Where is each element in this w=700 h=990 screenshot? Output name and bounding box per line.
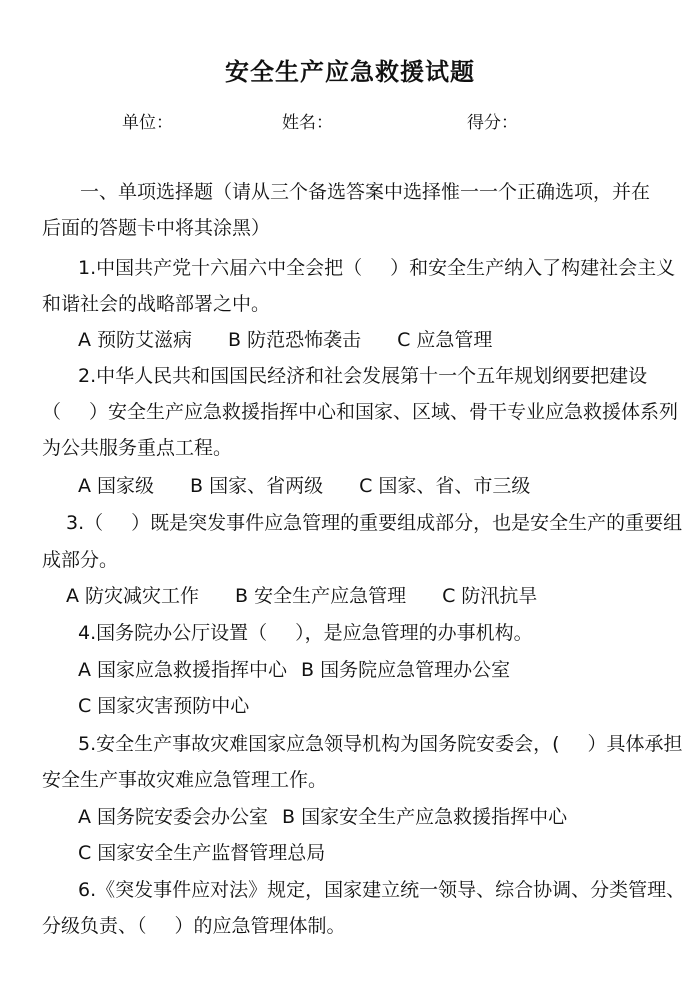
question-3-stem-line1: 3.（ ）既是突发事件应急管理的重要组成部分，也是安全生产的重要组 (66, 512, 683, 534)
question-4-stem-line1: 4.国务院办公厅设置（ ），是应急管理的办事机构。 (78, 622, 533, 644)
option-a: A 防灾减灾工作 (66, 585, 200, 607)
question-5-options-line1 (78, 802, 567, 832)
option-b: B 防范恐怖袭击 (228, 329, 362, 351)
question-6-stem-line2: 分级负责、（ ）的应急管理体制。 (42, 915, 346, 937)
option-a: A 国家应急救援指挥中心 (78, 659, 288, 681)
page-title: 安全生产应急救援试题 (225, 58, 475, 86)
question-5-options-line2 (78, 838, 325, 868)
option-a: A 国务院安委会办公室 (78, 806, 269, 828)
option-b: B 国家、省两级 (190, 475, 324, 497)
question-4-options-line2 (78, 691, 249, 721)
question-2-stem-line2: （ ）安全生产应急救援指挥中心和国家、区域、骨干专业应急救援体系列 (42, 401, 679, 423)
question-2-stem-line1: 2.中华人民共和国国民经济和社会发展第十一个五年规划纲要把建设 (78, 365, 648, 387)
option-b: B 国务院应急管理办公室 (301, 659, 511, 681)
name-label: 姓名： (282, 113, 333, 133)
option-c: C 国家灾害预防中心 (78, 695, 250, 717)
question-3-stem-line2: 成部分。 (42, 549, 119, 571)
question-5-stem-line2: 安全生产事故灾难应急管理工作。 (42, 769, 328, 791)
question-1-options (78, 325, 492, 355)
option-b: B 安全生产应急管理 (235, 585, 407, 607)
option-c: C 国家、省、市三级 (359, 475, 531, 497)
question-2-stem-line3: 为公共服务重点工程。 (42, 437, 233, 459)
option-c: C 国家安全生产监督管理总局 (78, 842, 326, 864)
question-4-options-line1 (78, 655, 510, 685)
question-5-stem-line1: 5.安全生产事故灾难国家应急领导机构为国务院安委会，( ）具体承担 (78, 733, 683, 755)
unit-label: 单位： (122, 113, 173, 133)
question-6-stem-line1: 6.《突发事件应对法》规定，国家建立统一领导、综合协调、分类管理、 (78, 879, 686, 901)
option-a: A 预防艾滋病 (78, 329, 193, 351)
option-c: C 应急管理 (397, 329, 493, 351)
option-b: B 国家安全生产应急救援指挥中心 (282, 806, 568, 828)
question-1-stem-line1: 1.中国共产党十六届六中全会把（ ）和安全生产纳入了构建社会主义 (78, 257, 676, 279)
section-heading-line1: 一、单项选择题（请从三个备选答案中选择惟一一个正确选项，并在 (80, 181, 651, 203)
score-label: 得分： (467, 113, 518, 133)
question-2-options (78, 471, 530, 501)
section-heading-line2: 后面的答题卡中将其涂黑） (42, 217, 271, 239)
option-a: A 国家级 (78, 475, 155, 497)
option-c: C 防汛抗旱 (442, 585, 538, 607)
question-3-options (66, 581, 537, 611)
question-1-stem-line2: 和谐社会的战略部署之中。 (42, 293, 271, 315)
